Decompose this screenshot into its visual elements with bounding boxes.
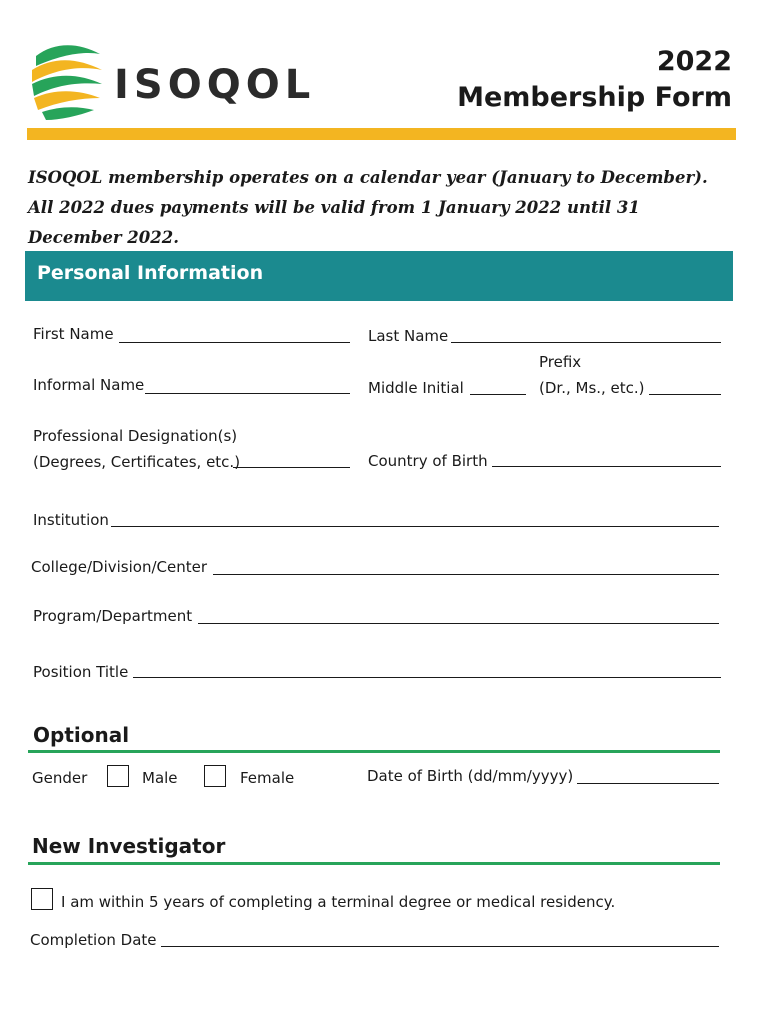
logo-waves-icon xyxy=(28,44,104,124)
middle-initial-label: Middle Initial xyxy=(368,379,464,397)
optional-divider xyxy=(28,750,720,753)
institution-label: Institution xyxy=(33,511,109,529)
middle-initial-field[interactable] xyxy=(470,394,526,395)
male-label: Male xyxy=(142,769,178,787)
form-title: Membership Form xyxy=(457,82,732,113)
program-field[interactable] xyxy=(198,623,719,624)
male-checkbox[interactable] xyxy=(107,765,129,787)
prefix-hint-label: (Dr., Ms., etc.) xyxy=(539,379,645,397)
designation-field[interactable] xyxy=(233,467,350,468)
informal-name-label: Informal Name xyxy=(33,376,145,394)
position-field[interactable] xyxy=(133,677,721,678)
informal-name-field[interactable] xyxy=(145,393,350,394)
female-checkbox[interactable] xyxy=(204,765,226,787)
isoqol-logo xyxy=(28,44,318,124)
position-label: Position Title xyxy=(33,663,129,681)
program-label: Program/Department xyxy=(33,607,193,625)
prefix-field[interactable] xyxy=(649,394,721,395)
optional-heading: Optional xyxy=(33,723,130,747)
new-investigator-checkbox[interactable] xyxy=(31,888,53,910)
college-label: College/Division/Center xyxy=(31,558,207,576)
country-of-birth-label: Country of Birth xyxy=(368,452,488,470)
female-label: Female xyxy=(240,769,295,787)
last-name-label: Last Name xyxy=(368,327,449,345)
first-name-label: First Name xyxy=(33,325,114,343)
dob-field[interactable] xyxy=(577,783,719,784)
header-divider xyxy=(27,128,736,140)
designation-label: Professional Designation(s) xyxy=(33,427,238,445)
new-investigator-heading: New Investigator xyxy=(32,834,226,858)
form-year: 2022 xyxy=(656,46,732,77)
institution-field[interactable] xyxy=(111,526,719,527)
country-of-birth-field[interactable] xyxy=(492,466,721,467)
new-investigator-statement: I am within 5 years of completing a terminal degree or medical residency. xyxy=(61,893,616,911)
first-name-field[interactable] xyxy=(119,342,350,343)
dob-label: Date of Birth (dd/mm/yyyy) xyxy=(367,767,574,785)
new-investigator-divider xyxy=(28,862,720,865)
completion-date-field[interactable] xyxy=(161,946,719,947)
last-name-field[interactable] xyxy=(451,342,721,343)
prefix-label: Prefix xyxy=(539,353,582,371)
intro-text: ISOQOL membership operates on a calendar year (January to December). All 2022 dues payments will be valid from 1 January 2022 until 31 December 2022. xyxy=(28,168,708,247)
college-field[interactable] xyxy=(213,574,719,575)
brand-name: ISOQOL xyxy=(114,62,316,108)
personal-info-header xyxy=(25,251,733,301)
gender-label: Gender xyxy=(32,769,88,787)
personal-info-title: Personal Information xyxy=(37,262,264,284)
designation-hint-label: (Degrees, Certificates, etc.) xyxy=(33,453,241,471)
completion-date-label: Completion Date xyxy=(30,931,157,949)
